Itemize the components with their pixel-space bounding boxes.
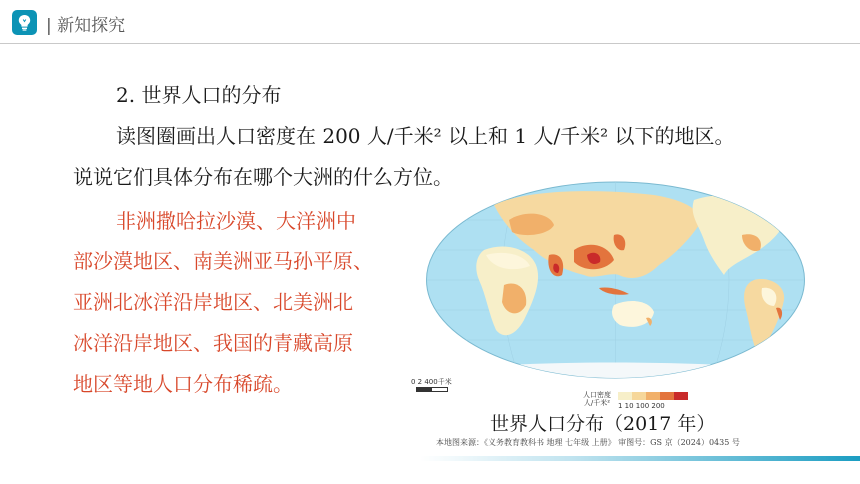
map-scale-bar: [416, 387, 448, 392]
lightbulb-icon: [17, 14, 32, 31]
decorative-bottom-bar: [420, 456, 860, 461]
logo: [12, 10, 37, 35]
legend-title: 人口密度 人/千米²: [583, 391, 611, 407]
world-population-map: [424, 180, 807, 380]
question-line-1: 读图圈画出人口密度在 200 人/千米² 以上和 1 人/千米² 以下的地区。: [116, 124, 735, 148]
legend-swatch: [674, 392, 688, 400]
header: [0, 0, 860, 44]
map-scale-label: 0 2 400千米: [411, 378, 452, 386]
legend-ticks: 1 10 100 200: [618, 402, 665, 410]
map-source: 本地图来源：《义务教育教科书 地理 七年级 上册》 审图号：GS 京（2024）0435 号: [436, 438, 740, 447]
legend-swatch: [618, 392, 632, 400]
section-heading: 2. 世界人口的分布: [116, 83, 282, 107]
answer-line: 部沙漠地区、南美洲亚马孙平原、: [73, 249, 373, 273]
answer-line: 非洲撒哈拉沙漠、大洋洲中: [116, 209, 356, 233]
answer-line: 亚洲北冰洋沿岸地区、北美洲北: [73, 290, 353, 314]
answer-line: 地区等地人口分布稀疏。: [73, 372, 293, 396]
legend-swatch: [660, 392, 674, 400]
question-line-2: 说说它们具体分布在哪个大洲的什么方位。: [73, 165, 453, 189]
section-title: | 新知探究: [46, 16, 126, 36]
legend-swatch: [632, 392, 646, 400]
legend-swatch: [646, 392, 660, 400]
header-divider: [0, 43, 860, 44]
answer-line: 冰洋沿岸地区、我国的青藏高原: [73, 331, 353, 355]
map-caption: 世界人口分布（2017 年）: [490, 413, 716, 435]
